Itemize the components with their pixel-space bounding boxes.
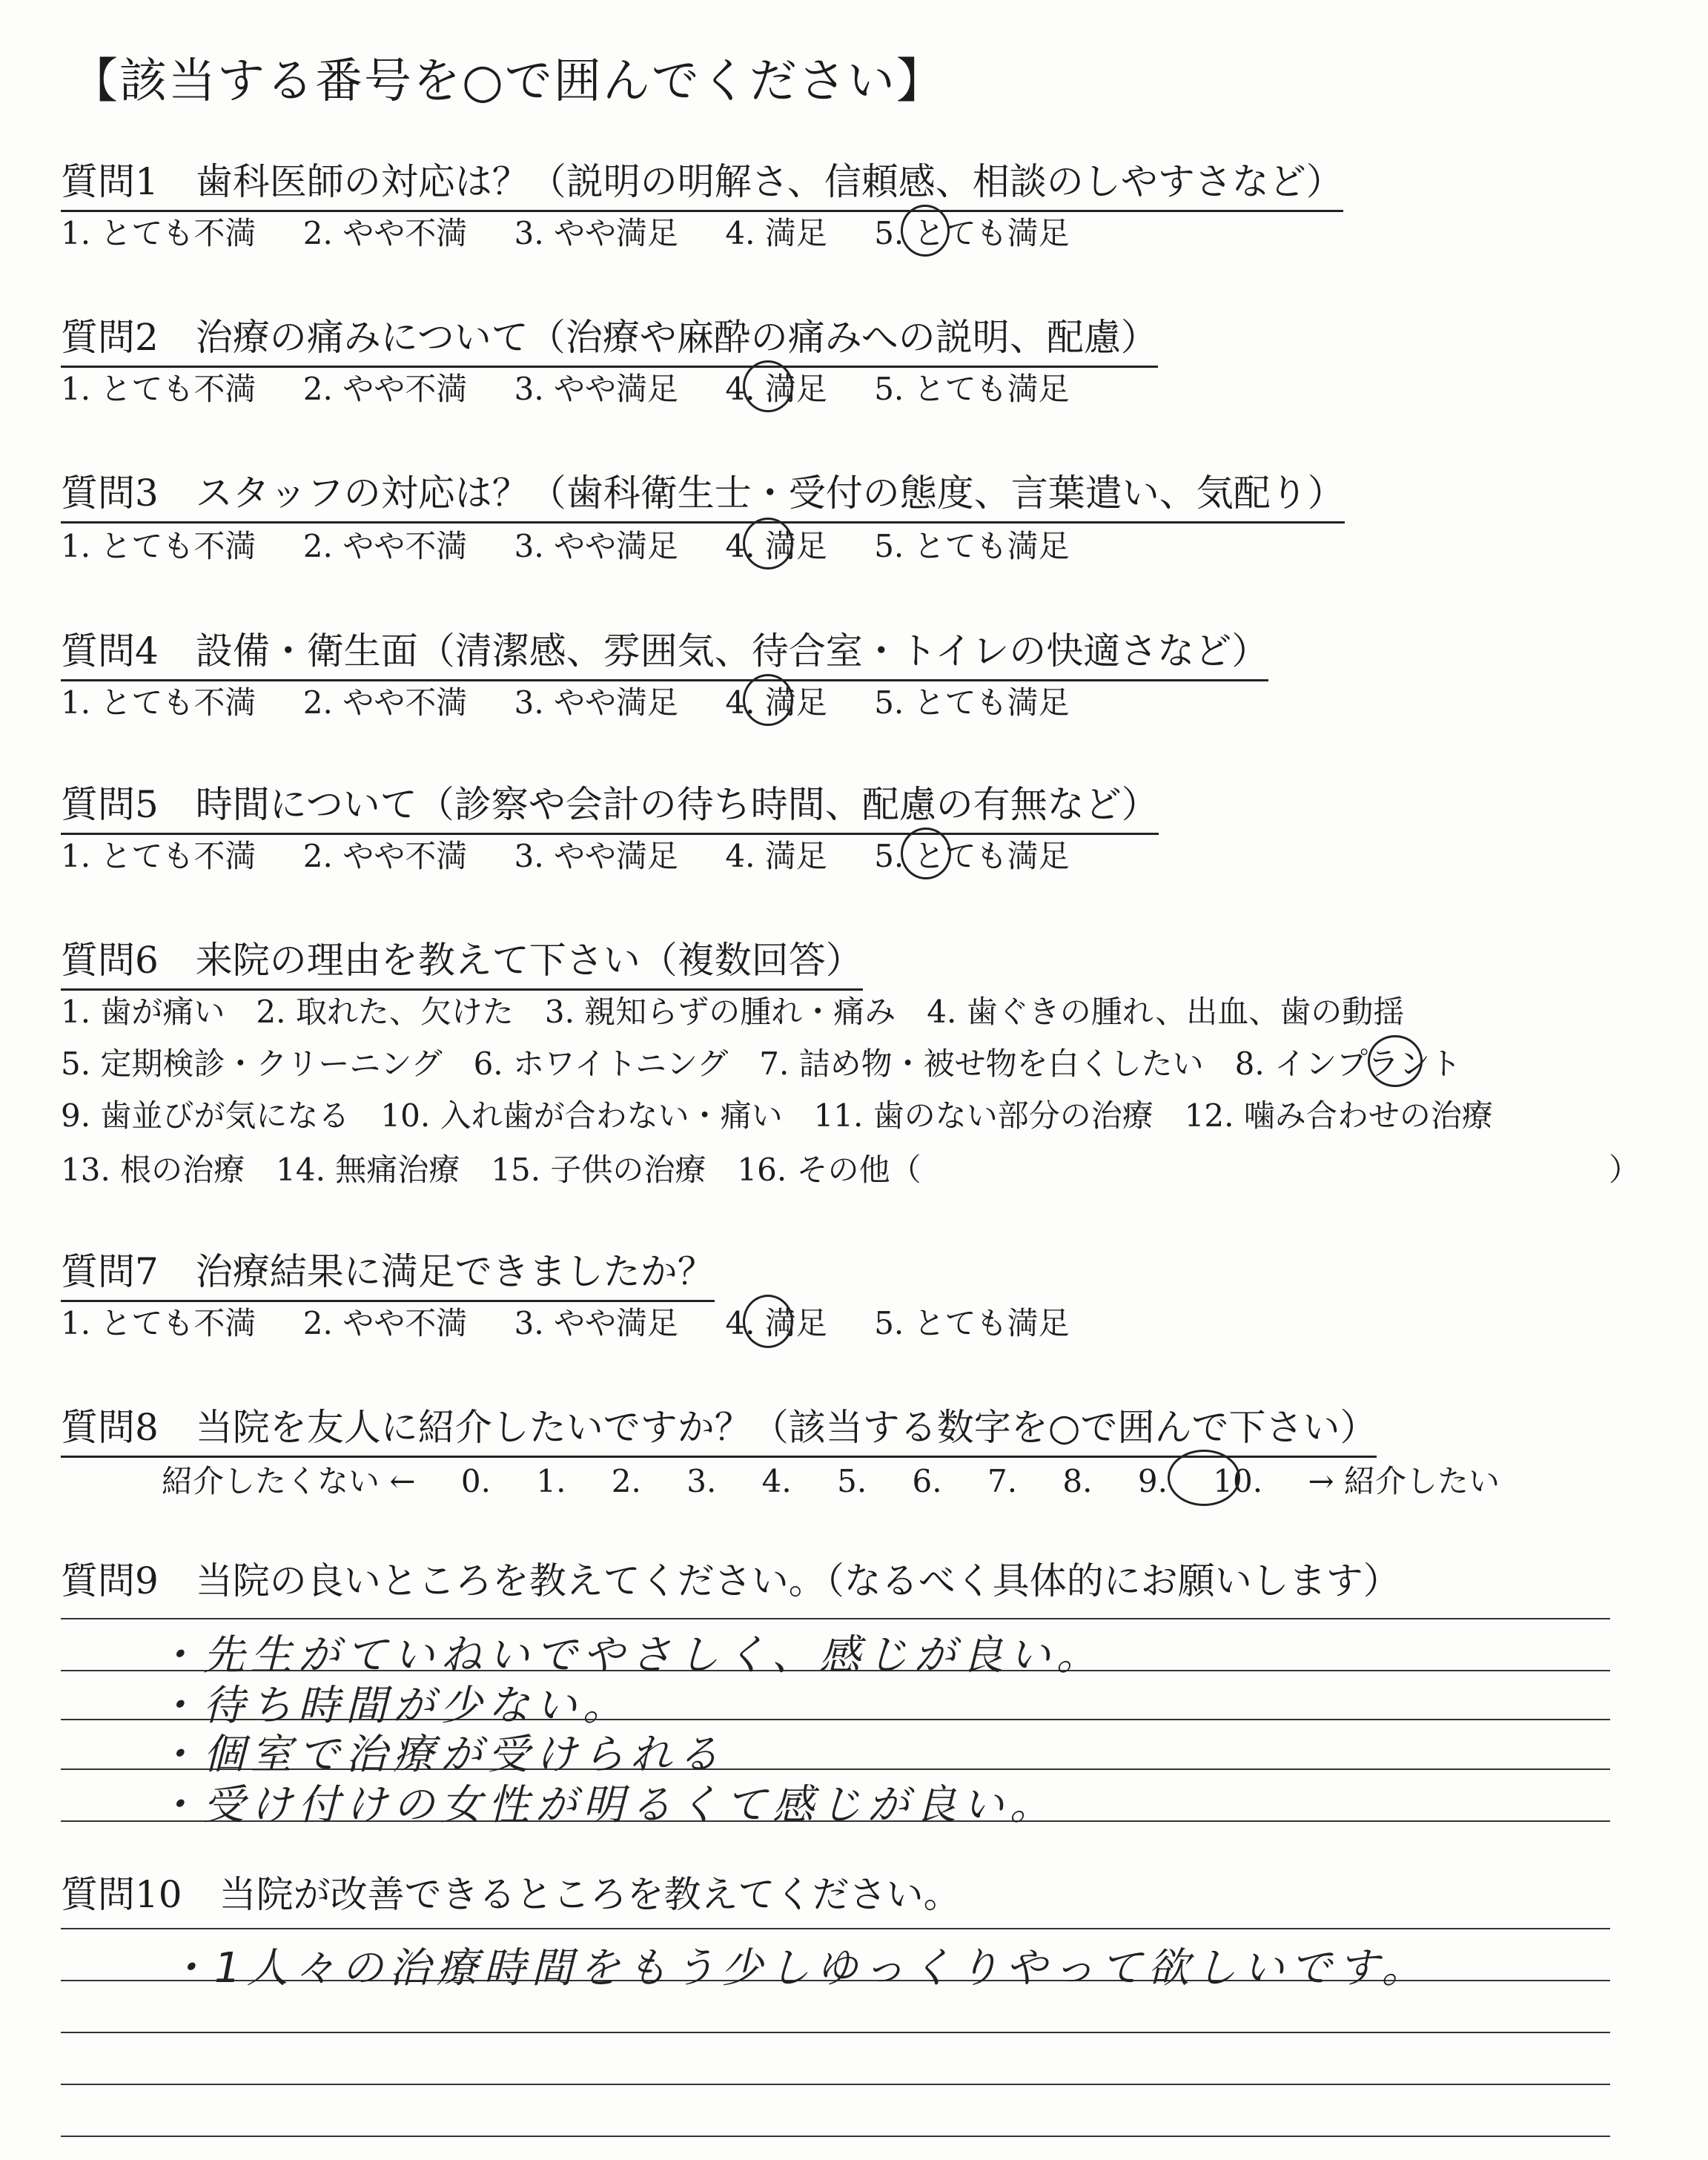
q8-scale-9[interactable]: 9. (1137, 1463, 1168, 1499)
q8-selection-circle (1168, 1450, 1240, 1506)
q3-option-2[interactable]: 2. やや不満 (302, 528, 468, 564)
q1-selection-circle (901, 205, 950, 257)
question-3-options (61, 522, 1107, 567)
question-8-title: 質問8 当院を友人に紹介したいですか？（該当する数字を○で囲んで下さい） (61, 1398, 1377, 1458)
q1-option-4[interactable]: 4. 満足 (725, 215, 827, 251)
q10-answer-rule (61, 1928, 1610, 1929)
q8-scale-6[interactable]: 6. (912, 1463, 942, 1499)
q9-answer-2: ・待ち時間が少ない。 (156, 1682, 630, 1730)
question-4-options (61, 678, 1107, 723)
q5-option-3[interactable]: 3. やや満足 (514, 838, 679, 874)
q2-option-5[interactable]: 5. とても満足 (874, 371, 1070, 407)
q5-option-1[interactable]: 1. とても不満 (61, 838, 256, 874)
q6-reason-line-3[interactable]: 9. 歯並びが気になる 10. 入れ歯が合わない・痛い 11. 歯のない部分の治療 12. 噛み合わせの治療 (61, 1097, 1493, 1134)
q5-selection-circle (901, 828, 951, 879)
question-10-title: 質問10 当院が改善できるところを教えてください。 (61, 1873, 961, 1916)
q8-right-label: → 紹介したい (1308, 1463, 1500, 1499)
q10-answer-rule (61, 2032, 1610, 2033)
q1-option-5[interactable]: 5. とても満足 (874, 215, 1070, 251)
q8-scale-5[interactable]: 5. (837, 1463, 867, 1499)
q8-scale-row (162, 1457, 1535, 1502)
q8-scale-0[interactable]: 0. (460, 1463, 491, 1499)
q8-scale-2[interactable]: 2. (611, 1463, 641, 1499)
q6-reason-line-2[interactable]: 5. 定期検診・クリーニング 6. ホワイトニング 7. 詰め物・被せ物を白くしたい 8. インプラント (61, 1046, 1462, 1082)
q8-scale-4[interactable]: 4. (761, 1463, 792, 1499)
q7-option-2[interactable]: 2. やや不満 (302, 1305, 468, 1341)
question-5-title: 質問5 時間について（診察や会計の待ち時間、配慮の有無など） (61, 775, 1159, 835)
q4-option-3[interactable]: 3. やや満足 (514, 684, 679, 721)
question-3-title: 質問3 スタッフの対応は？（歯科衛生士・受付の態度、言葉遣い、気配り） (61, 463, 1345, 524)
q8-scale-10[interactable]: 10. (1213, 1463, 1263, 1499)
q7-option-4[interactable]: 4. 満足 (725, 1305, 827, 1341)
q8-scale-3[interactable]: 3. (686, 1463, 717, 1499)
q6-reason-line-1[interactable]: 1. 歯が痛い 2. 取れた、欠けた 3. 親知らずの腫れ・痛み 4. 歯ぐきの腫れ、出血、歯の動揺 (61, 994, 1405, 1030)
q7-option-5[interactable]: 5. とても満足 (874, 1305, 1070, 1341)
q8-scale-8[interactable]: 8. (1062, 1463, 1093, 1499)
q4-selection-circle (743, 674, 793, 726)
q7-option-3[interactable]: 3. やや満足 (514, 1305, 679, 1341)
q3-option-5[interactable]: 5. とても満足 (874, 528, 1070, 564)
q8-left-label: 紹介したくない ← (162, 1463, 416, 1499)
q4-option-5[interactable]: 5. とても満足 (874, 684, 1070, 721)
q3-option-1[interactable]: 1. とても不満 (61, 528, 256, 564)
page-header: 【該当する番号を○で囲んでください】 (70, 54, 945, 109)
q5-option-5[interactable]: 5. とても満足 (874, 838, 1070, 874)
q9-answer-rule (61, 1618, 1610, 1619)
q9-answer-4: ・受け付けの女性が明るくて感じが良い。 (156, 1781, 1057, 1829)
question-7-options (61, 1299, 1107, 1344)
q3-option-4[interactable]: 4. 満足 (725, 528, 827, 564)
q10-answer-rule (61, 2136, 1610, 2137)
q2-option-1[interactable]: 1. とても不満 (61, 371, 256, 407)
q8-scale-7[interactable]: 7. (987, 1463, 1018, 1499)
question-1-title: 質問1 歯科医師の対応は？（説明の明解さ、信頼感、相談のしやすさなど） (61, 152, 1343, 212)
q8-scale-1[interactable]: 1. (536, 1463, 566, 1499)
q7-selection-circle (743, 1295, 793, 1348)
q9-answer-3: ・個室で治療が受けられる (156, 1731, 725, 1779)
question-1-options (61, 209, 1107, 254)
question-2-title: 質問2 治療の痛みについて（治療や麻酔の痛みへの説明、配慮） (61, 308, 1158, 368)
question-7-title: 質問7 治療結果に満足できましたか？ (61, 1242, 715, 1302)
question-6-title: 質問6 来院の理由を教えて下さい（複数回答） (61, 931, 863, 991)
q5-option-2[interactable]: 2. やや不満 (302, 838, 468, 874)
question-9-title: 質問9 当院の良いところを教えてください。（なるべく具体的にお願いします） (61, 1559, 1400, 1602)
question-4-title: 質問4 設備・衛生面（清潔感、雰囲気、待合室・トイレの快適さなど） (61, 621, 1268, 681)
q5-option-4[interactable]: 4. 満足 (725, 838, 827, 874)
q1-option-1[interactable]: 1. とても不満 (61, 215, 256, 251)
q2-option-2[interactable]: 2. やや不満 (302, 371, 468, 407)
q6-selection-circle (1368, 1035, 1423, 1087)
q1-option-3[interactable]: 3. やや満足 (514, 215, 679, 251)
q6-other-close-paren: ） (1609, 1152, 1641, 1188)
q7-option-1[interactable]: 1. とても不満 (61, 1305, 256, 1341)
q9-answer-1: ・先生がていねいでやさしく、感じが良い。 (156, 1631, 1104, 1680)
q4-option-4[interactable]: 4. 満足 (725, 684, 827, 721)
q4-option-1[interactable]: 1. とても不満 (61, 684, 256, 721)
q10-answer-1: ・1人々の治療時間をもう少しゆっくりやって欲しいです。 (167, 1944, 1429, 1992)
q10-answer-rule (61, 2084, 1610, 2085)
q3-option-3[interactable]: 3. やや満足 (514, 528, 679, 564)
question-2-options (61, 365, 1107, 409)
q1-option-2[interactable]: 2. やや不満 (302, 215, 468, 251)
q6-reason-line-4[interactable]: 13. 根の治療 14. 無痛治療 15. 子供の治療 16. その他（ (61, 1152, 921, 1188)
q3-selection-circle (743, 518, 793, 569)
q2-selection-circle (743, 360, 793, 412)
q4-option-2[interactable]: 2. やや不満 (302, 684, 468, 721)
q2-option-4[interactable]: 4. 満足 (725, 371, 827, 407)
q2-option-3[interactable]: 3. やや満足 (514, 371, 679, 407)
